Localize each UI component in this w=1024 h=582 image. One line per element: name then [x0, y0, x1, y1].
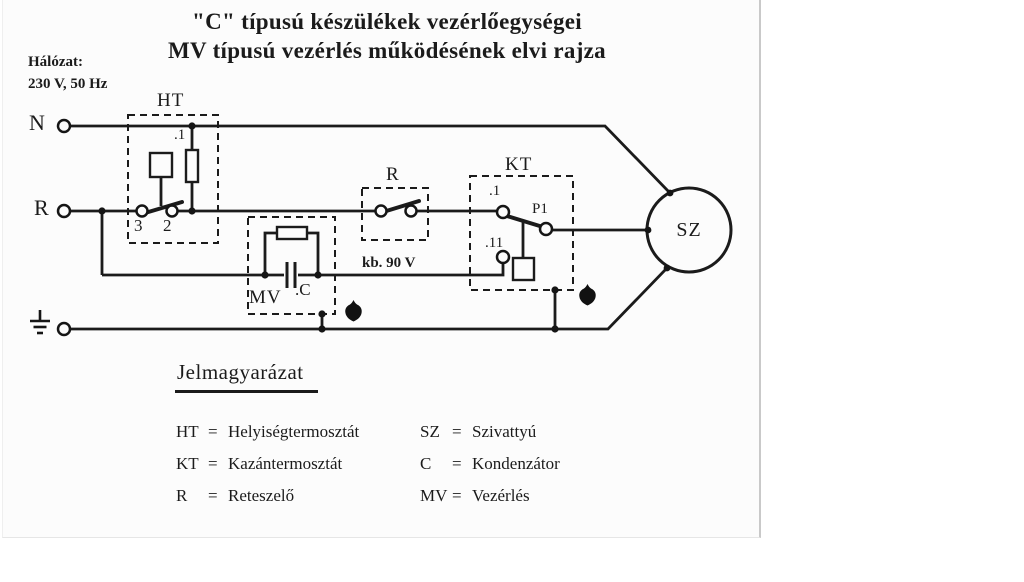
network-value: 230 V, 50 Hz	[28, 76, 108, 92]
legend-abbr: HT	[176, 422, 199, 441]
legend-name: Vezérlés	[472, 486, 530, 505]
legend-title: Jelmagyarázat	[175, 360, 318, 393]
legend-equals: =	[452, 422, 462, 441]
earth-wire	[65, 268, 667, 329]
voltage-annotation: kb. 90 V	[362, 255, 416, 271]
n-terminal	[58, 120, 70, 132]
legend-abbr: KT	[176, 454, 199, 473]
legend-entry-kt	[176, 454, 359, 474]
network-spec	[28, 51, 107, 95]
legend-abbr: SZ	[420, 422, 440, 441]
legend-abbr: R	[176, 486, 188, 505]
legend-name: Kondenzátor	[472, 454, 560, 473]
kt-switch-blade	[507, 216, 543, 227]
legend-entry-ht	[176, 422, 359, 442]
ht-terminal-2-label: 2	[163, 216, 172, 235]
ht-terminal-3-label: 3	[134, 216, 143, 235]
title-line-2: MV típusú vezérlés működésének elvi rajza	[168, 38, 606, 63]
kt-box-label: KT	[505, 154, 533, 175]
legend-entry-sz	[420, 422, 560, 442]
legend-name: Reteszelő	[228, 486, 295, 505]
kt-terminal-11-label: .11	[485, 235, 504, 251]
page-title	[80, 7, 694, 65]
legend-name: Helyiségtermosztát	[228, 422, 360, 441]
legend-equals: =	[208, 454, 218, 473]
legend-equals: =	[208, 486, 218, 505]
r-contact-right	[406, 206, 417, 217]
legend-column-left	[176, 422, 359, 518]
earth-terminal	[58, 323, 70, 335]
title-line-1: "C" típusú készülékek vezérlőegységei	[192, 9, 582, 34]
legend-name: Szivattyú	[472, 422, 537, 441]
ht-contact-3	[137, 206, 148, 217]
r-box-label: R	[386, 164, 400, 185]
mv-resistor	[277, 227, 307, 239]
network-label: Hálózat:	[28, 54, 83, 70]
pump-label: SZ	[676, 219, 702, 241]
ground-symbol-icon	[30, 310, 50, 333]
kt-contact-11	[497, 251, 509, 263]
r-dashed-box	[362, 188, 428, 240]
neutral-line-label: N	[29, 110, 45, 135]
legend-equals: =	[452, 454, 462, 473]
kt-contact-p1	[540, 223, 552, 235]
legend-equals: =	[452, 486, 462, 505]
kt-contact-1	[497, 206, 509, 218]
mv-box-label: MV	[249, 287, 282, 308]
r-block	[362, 188, 428, 240]
capacitor-label: .C	[295, 280, 311, 299]
ht-contact-2	[167, 206, 178, 217]
kt-block	[470, 176, 573, 290]
r-terminal	[58, 205, 70, 217]
phase-line-label: R	[34, 195, 49, 220]
legend-equals: =	[208, 422, 218, 441]
ht-relay-box	[150, 153, 172, 177]
legend-entry-r	[176, 486, 359, 506]
kt-terminal-1-label: .1	[489, 183, 501, 199]
ht-terminal-1-label: .1	[174, 127, 186, 143]
kt-terminal-p1-label: P1	[532, 201, 548, 217]
ht-box-label: HT	[157, 90, 185, 111]
legend-column-right	[420, 422, 560, 518]
r-contact-left	[376, 206, 387, 217]
legend-abbr: MV	[420, 486, 448, 505]
legend-name: Kazántermosztát	[228, 454, 343, 473]
legend-abbr: C	[420, 454, 432, 473]
legend-entry-mv	[420, 486, 560, 506]
legend-entry-c	[420, 454, 560, 474]
ht-resistor	[186, 150, 198, 182]
kt-sensor-box	[513, 258, 534, 280]
